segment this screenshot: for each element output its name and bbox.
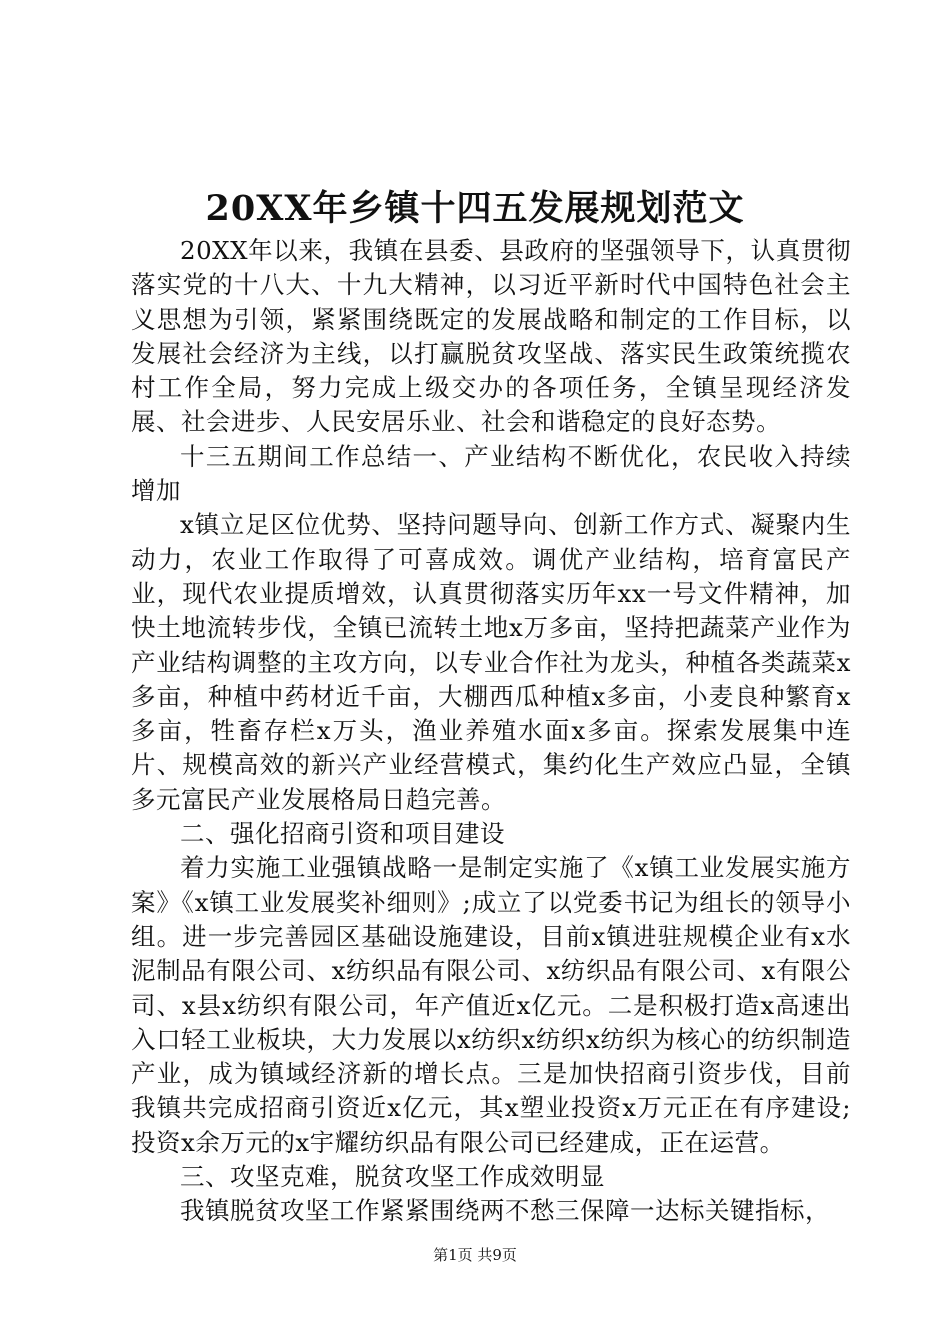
document-body xyxy=(131,234,851,1229)
section-heading-investment: 二、强化招商引资和项目建设 xyxy=(180,819,505,849)
paragraph-poverty: 我镇脱贫攻坚工作紧紧围绕两不愁三保障一达标关键指标， xyxy=(180,1196,830,1226)
page-footer: 第1页 共9页 xyxy=(433,1246,517,1264)
paragraph-agriculture: x镇立足区位优势、坚持问题导向、创新工作方式、凝聚内生动力，农业工作取得了可喜成效。调优产业结构，培育富民产业，现代农业提质增效，认真贯彻落实历年xx一号文件精神，加快土地流转步伐，全镇已流转土地x万多亩，坚持把蔬菜产业作为产业结构调整的主攻方向，以专业合作社为龙头，种植各类蔬菜x多亩，种植中药材近千亩，大棚西瓜种植x多亩，小麦良种繁育x多亩，牲畜存栏x万头，渔业养殖水面x多亩。探索发展集中连片、规模高效的新兴产业经营模式，集约化生产效应凸显，全镇多元富民产业发展格局日趋完善。 xyxy=(131,510,851,814)
paragraph-summary-heading: 十三五期间工作总结一、产业结构不断优化，农民收入持续增加 xyxy=(131,441,851,506)
paragraph-industry: 着力实施工业强镇战略一是制定实施了《x镇工业发展实施方案》《x镇工业发展奖补细则》;成立了以党委书记为组长的领导小组。进一步完善园区基础设施建设，目前x镇进驻规模企业有x水泥制品有限公司、x纺织品有限公司、x纺织品有限公司、x有限公司、x县x纺织有限公司，年产值近x亿元。二是积极打造x高速出入口轻工业板块，大力发展以x纺织x纺织x纺织为核心的纺织制造产业，成为镇域经济新的增长点。三是加快招商引资步伐，目前我镇共完成招商引资近x亿元，其x塑业投资x万元正在有序建设;投资x余万元的x宇耀纺织品有限公司已经建成，正在运营。 xyxy=(131,853,851,1157)
document-title: 20XX年乡镇十四五发展规划范文 xyxy=(205,188,745,229)
paragraph-intro: 20XX年以来，我镇在县委、县政府的坚强领导下，认真贯彻落实党的十八大、十九大精神，以习近平新时代中国特色社会主义思想为引领，紧紧围绕既定的发展战略和制定的工作目标，以发展社会经济为主线，以打赢脱贫攻坚战、落实民生政策统揽农村工作全局，努力完成上级交办的各项任务，全镇呈现经济发展、社会进步、人民安居乐业、社会和谐稳定的良好态势。 xyxy=(131,236,851,437)
section-heading-poverty: 三、攻坚克难，脱贫攻坚工作成效明显 xyxy=(180,1162,605,1192)
